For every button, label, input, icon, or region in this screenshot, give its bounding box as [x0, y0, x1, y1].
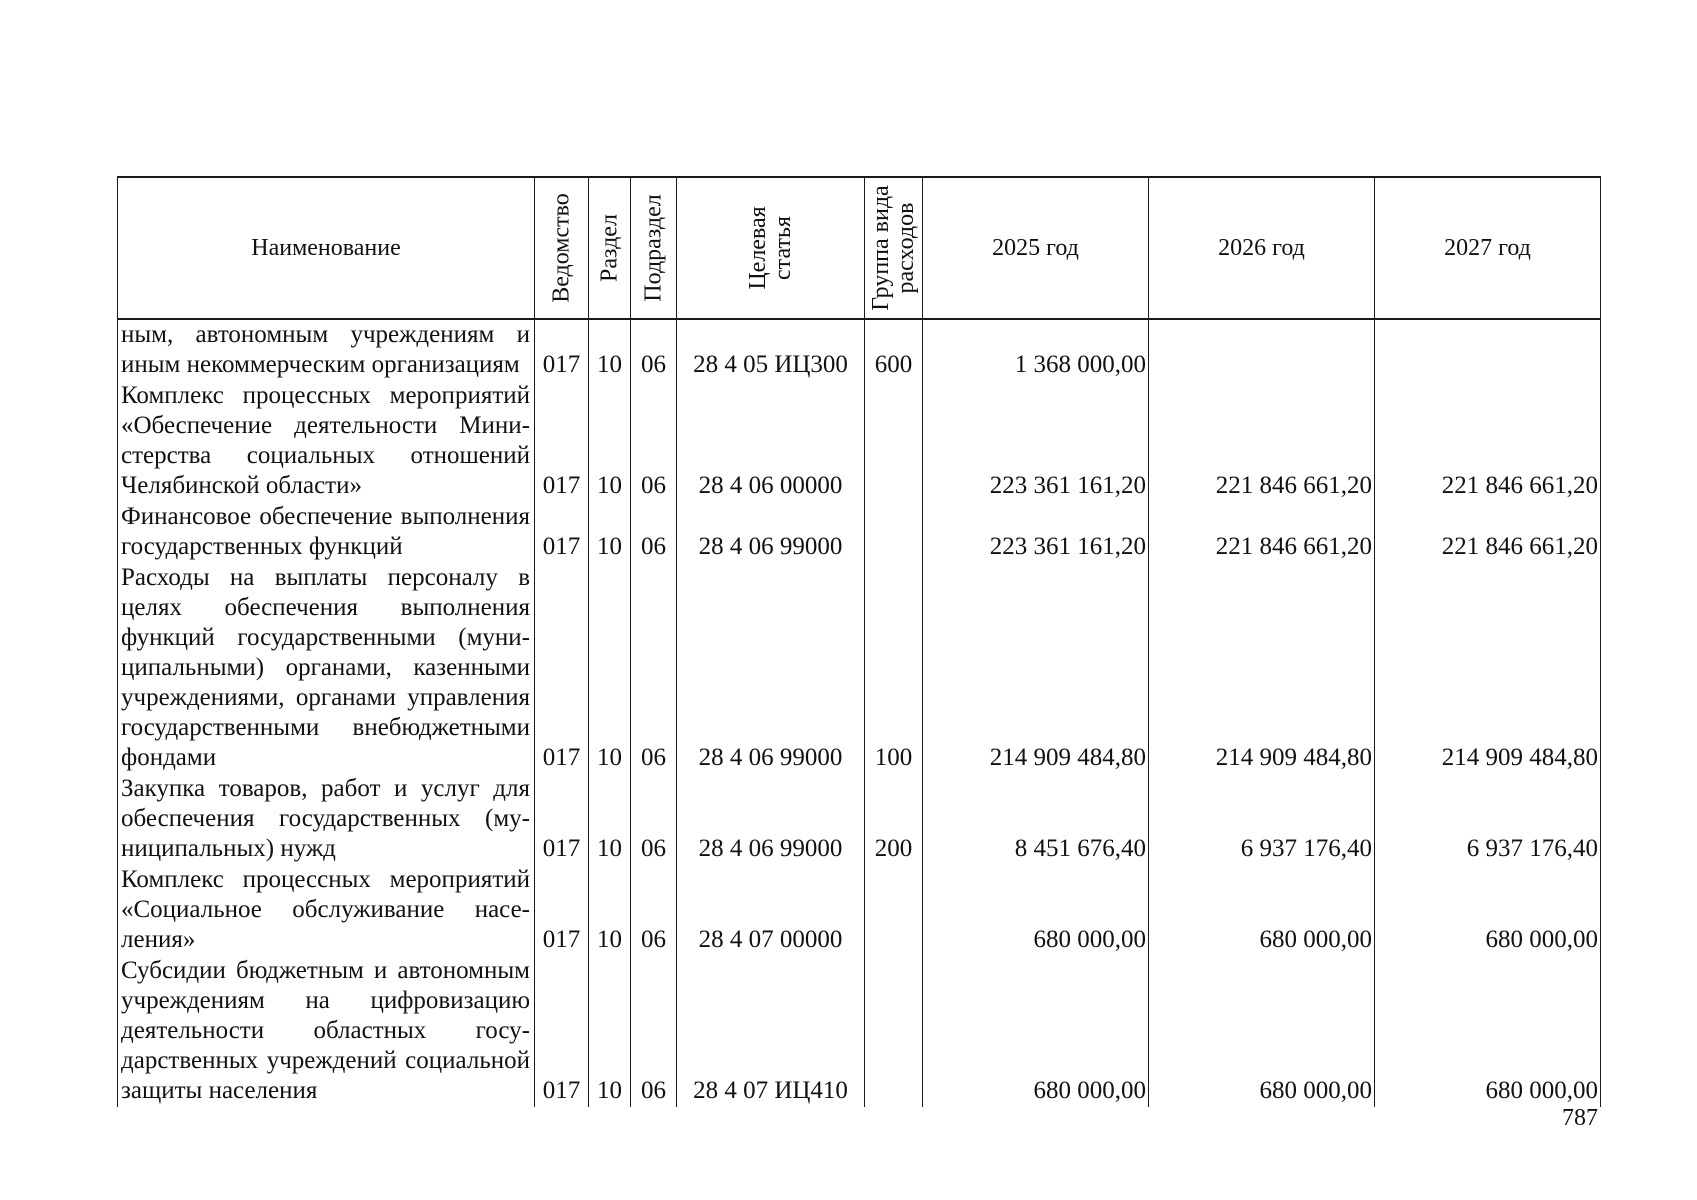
row-2025: 680 000,00 [923, 865, 1149, 956]
row-department: 017 [535, 956, 589, 1107]
row-section: 10 [589, 865, 631, 956]
row-group: 600 [865, 319, 923, 381]
row-2025: 1 368 000,00 [923, 319, 1149, 381]
row-2026 [1149, 319, 1375, 381]
header-target-item-line1: Целевая [744, 206, 771, 290]
row-target: 28 4 06 99000 [677, 774, 865, 865]
row-name: Закупка товаров, работ и услуг для обеспечения государственных (муниципальных) нужд [118, 774, 535, 865]
budget-table [117, 176, 1601, 1107]
table-row [118, 563, 1601, 774]
table-header-row [118, 177, 1601, 319]
row-target: 28 4 06 99000 [677, 563, 865, 774]
header-year-2025: 2025 год [923, 177, 1149, 319]
row-2025: 8 451 676,40 [923, 774, 1149, 865]
row-group [865, 865, 923, 956]
row-2025: 223 361 161,20 [923, 502, 1149, 563]
row-name: Расходы на выплаты персоналу в целях обеспечения выполнения функций государственными (муниципальными) органами, казенными учреждениями, органами управления государственными внебюджетными фондами [118, 563, 535, 774]
row-department: 017 [535, 774, 589, 865]
table-row [118, 502, 1601, 563]
header-department: Ведомство [535, 177, 589, 319]
row-subsection: 06 [631, 563, 677, 774]
row-2027: 680 000,00 [1375, 956, 1601, 1107]
row-target: 28 4 06 99000 [677, 502, 865, 563]
row-section: 10 [589, 563, 631, 774]
row-subsection: 06 [631, 502, 677, 563]
table-row [118, 774, 1601, 865]
row-department: 017 [535, 502, 589, 563]
header-expense-group-line2: расходов [892, 202, 919, 294]
header-expense-group [865, 177, 923, 319]
row-2026: 680 000,00 [1149, 865, 1375, 956]
header-subsection: Подраздел [631, 177, 677, 319]
row-target: 28 4 07 00000 [677, 865, 865, 956]
row-2025: 214 909 484,80 [923, 563, 1149, 774]
header-section: Раздел [589, 177, 631, 319]
header-year-2026: 2026 год [1149, 177, 1375, 319]
row-name: Финансовое обеспечение выполнения государственных функций [118, 502, 535, 563]
row-2026: 680 000,00 [1149, 956, 1375, 1107]
row-2027: 214 909 484,80 [1375, 563, 1601, 774]
row-group: 200 [865, 774, 923, 865]
row-subsection: 06 [631, 319, 677, 381]
header-name: Наименование [118, 177, 535, 319]
row-name: ным, автономным учреждениям и иным некоммерческим организациям [118, 319, 535, 381]
row-subsection: 06 [631, 381, 677, 502]
row-2026: 6 937 176,40 [1149, 774, 1375, 865]
row-department: 017 [535, 865, 589, 956]
row-group [865, 381, 923, 502]
row-section: 10 [589, 381, 631, 502]
row-2027: 221 846 661,20 [1375, 502, 1601, 563]
row-2027: 6 937 176,40 [1375, 774, 1601, 865]
row-group [865, 502, 923, 563]
row-subsection: 06 [631, 956, 677, 1107]
table-row [118, 319, 1601, 381]
row-section: 10 [589, 956, 631, 1107]
table-row [118, 865, 1601, 956]
row-name: Субсидии бюджетным и автономным учреждениям на цифровизацию деятельности областных государственных учреждений социальной защиты населения [118, 956, 535, 1107]
row-department: 017 [535, 319, 589, 381]
row-2026: 221 846 661,20 [1149, 381, 1375, 502]
row-name: Комплекс процессных мероприятий «Обеспечение деятельности Министерства социальных отношений Челябинской области» [118, 381, 535, 502]
page-number: 787 [1562, 1105, 1598, 1131]
row-2026: 214 909 484,80 [1149, 563, 1375, 774]
row-subsection: 06 [631, 865, 677, 956]
header-target-item-line2: статья [769, 216, 796, 280]
table-row [118, 381, 1601, 502]
row-section: 10 [589, 774, 631, 865]
header-target-item [677, 177, 865, 319]
row-section: 10 [589, 502, 631, 563]
row-subsection: 06 [631, 774, 677, 865]
row-2025: 223 361 161,20 [923, 381, 1149, 502]
row-name: Комплекс процессных мероприятий «Социальное обслуживание населения» [118, 865, 535, 956]
row-2026: 221 846 661,20 [1149, 502, 1375, 563]
row-section: 10 [589, 319, 631, 381]
row-2027: 680 000,00 [1375, 865, 1601, 956]
row-group: 100 [865, 563, 923, 774]
row-department: 017 [535, 563, 589, 774]
row-2027: 221 846 661,20 [1375, 381, 1601, 502]
row-department: 017 [535, 381, 589, 502]
row-target: 28 4 06 00000 [677, 381, 865, 502]
row-target: 28 4 05 ИЦ300 [677, 319, 865, 381]
row-group [865, 956, 923, 1107]
table-row [118, 956, 1601, 1107]
row-2027 [1375, 319, 1601, 381]
header-expense-group-line1: Группа вида [867, 185, 894, 311]
header-year-2027: 2027 год [1375, 177, 1601, 319]
row-2025: 680 000,00 [923, 956, 1149, 1107]
row-target: 28 4 07 ИЦ410 [677, 956, 865, 1107]
